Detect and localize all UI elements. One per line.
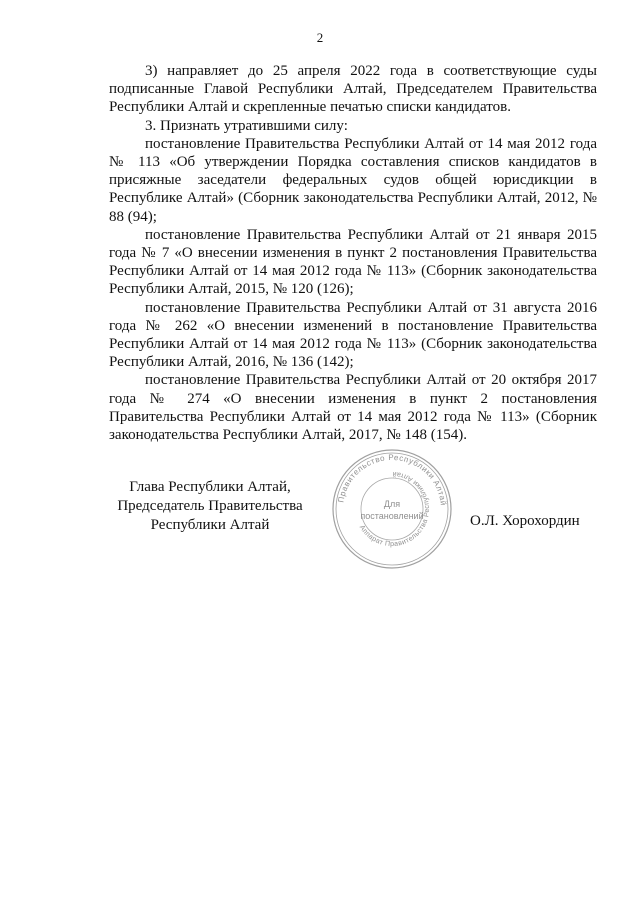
seal-outer-text: Правительство Республики Алтай [336,452,448,507]
seal-center-line2: постановлений [360,511,424,521]
paragraph-repealed-2012: постановление Правительства Республики Алтай от 14 мая 2012 года № 113 «Об утверждении Порядка составления списков кандидатов в присяжные заседатели федеральных судов общей юрисдикции в Республике Алтай» (Сборник законодательства Республики Алтай, 2012, № 88 (94); [109,135,597,225]
position-line: Глава Республики Алтай, [129,479,291,495]
seal-inner-text: Аппарат Правительства Республики Алтай [357,469,432,549]
paragraph-section-3: 3. Признать утратившими силу: [145,117,348,134]
signature-block [0,478,640,598]
position-line: Республики Алтай [150,517,270,533]
seal-graphic [330,447,454,571]
paragraph-item-3: 3) направляет до 25 апреля 2022 года в соответствующие суды подписанные Главой Республики Алтай, Председателем Правительства Республики Алтай и скрепленные печатью списки кандидатов. [109,63,597,116]
paragraph-repealed-2017: постановление Правительства Республики Алтай от 20 октября 2017 года № 274 «О внесении изменения в пункт 2 постановления Правительства Республики Алтай от 14 мая 2012 года № 113» (Сборник законодательства Республики Алтай, 2017, № 148 (154). [109,372,597,444]
position-line: Председатель Правительства [117,498,303,514]
document-body [109,62,597,444]
official-seal [330,447,454,571]
paragraph-repealed-2015: постановление Правительства Республики Алтай от 21 января 2015 года № 7 «О внесении изменения в пункт 2 постановления Правительства Республики Алтай от 14 мая 2012 года № 113» (Сборник законодательства Республики Алтай, 2015, № 120 (126); [109,226,597,298]
page-number: 2 [316,30,324,45]
signatory-position [100,478,320,535]
signatory-name: О.Л. Хорохордин [470,513,580,529]
seal-center-line1: Для [383,499,401,509]
paragraph-repealed-2016: постановление Правительства Республики Алтай от 31 августа 2016 года № 262 «О внесении изменений в постановление Правительства Республики Алтай от 14 мая 2012 года № 113» (Сборник законодательства Республики Алтай, 2016, № 136 (142); [109,299,597,371]
